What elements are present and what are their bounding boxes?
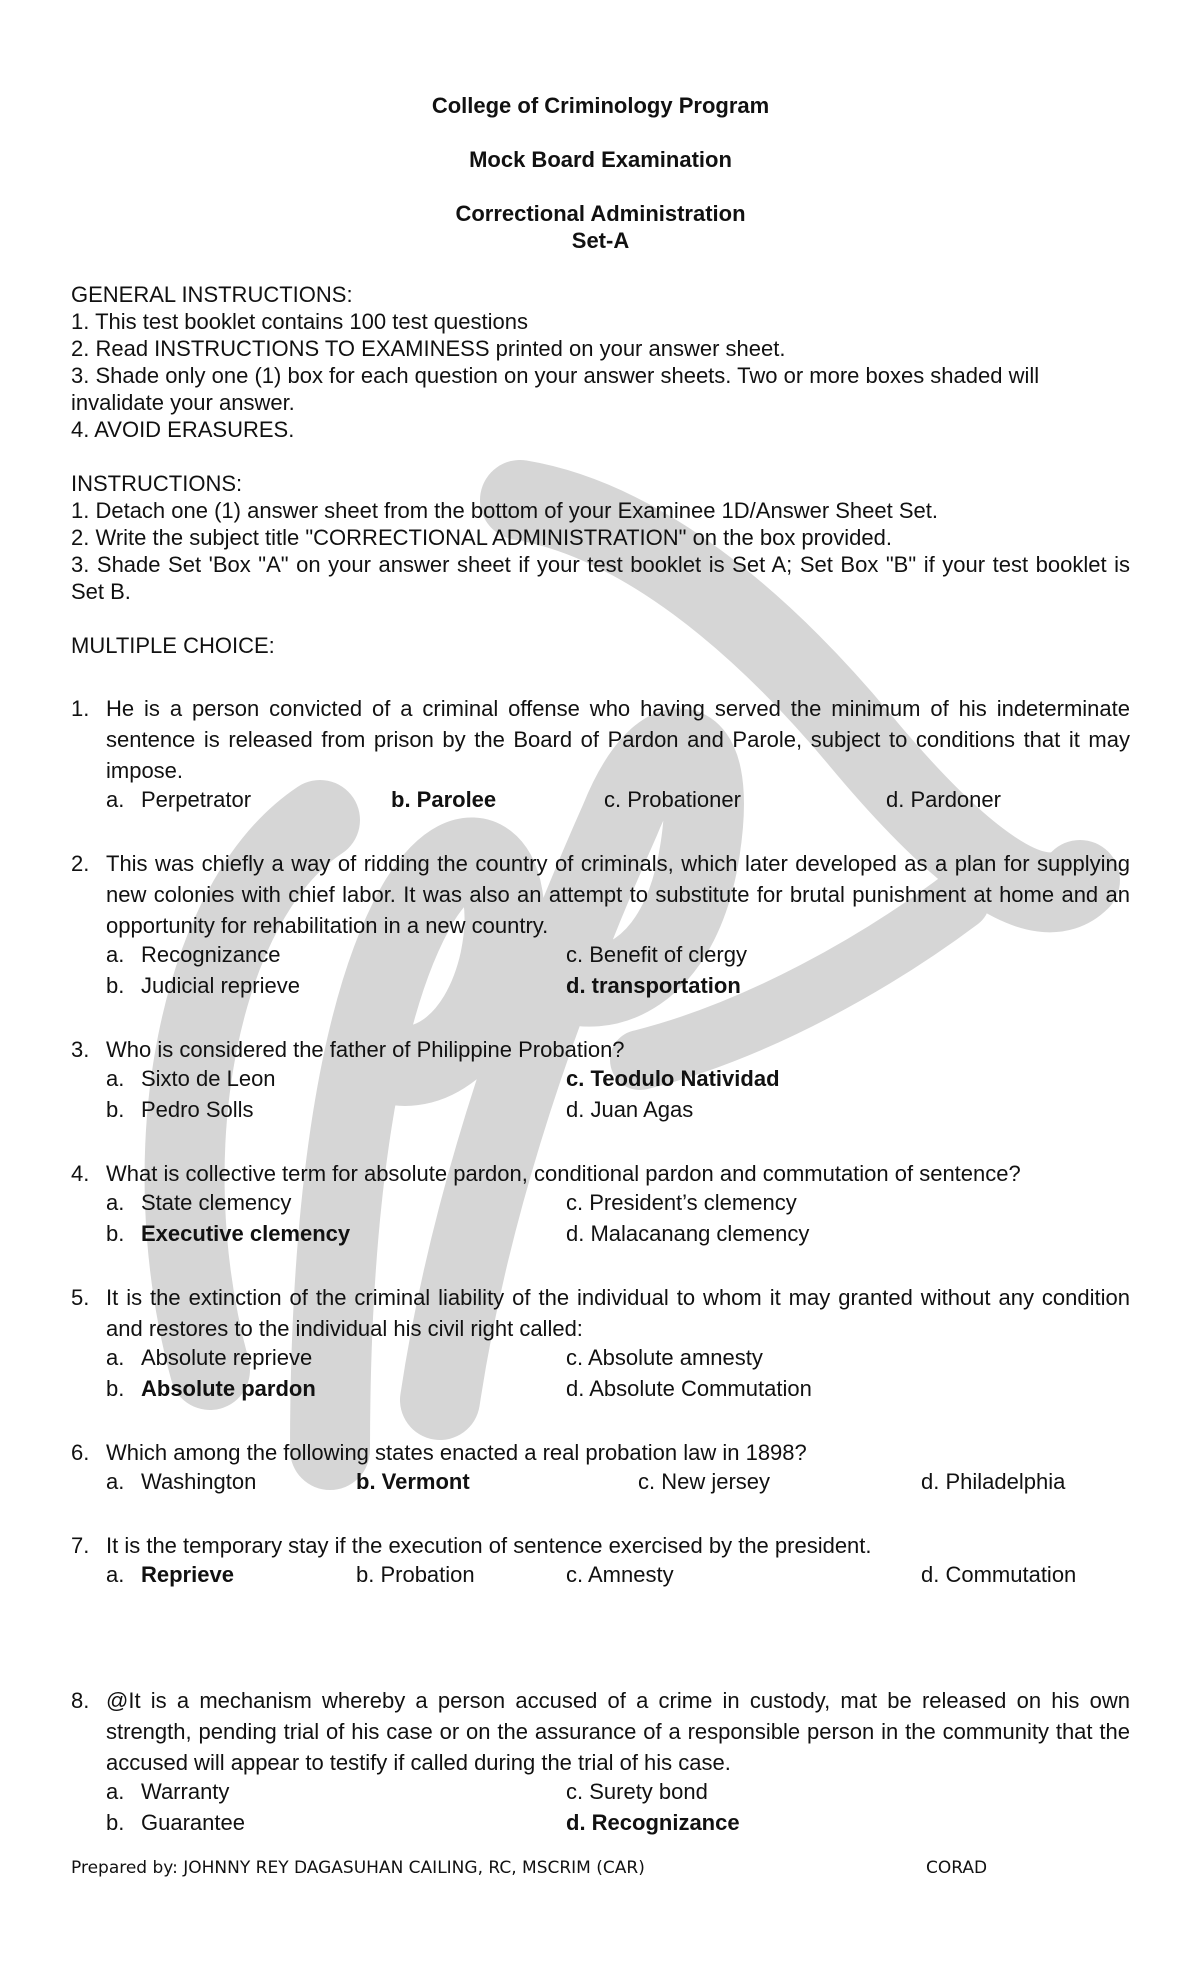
question-8 (71, 1685, 1130, 1840)
question-5 (71, 1282, 1130, 1406)
question-3 (71, 1034, 1130, 1127)
prepared-by: Prepared by: JOHNNY REY DAGASUHAN CAILING, RC, MSCRIM (CAR) (71, 1858, 645, 1878)
option-b: Pedro Solls (141, 1097, 254, 1122)
option-letter: a. (106, 1345, 125, 1370)
general-instructions (71, 281, 1130, 443)
general-instruction-item: 3. Shade only one (1) box for each question on your answer sheets. Two or more boxes shaded will invalidate your answer. (71, 363, 1040, 415)
option-letter: b. (106, 1097, 125, 1122)
option-a: Washington (141, 1469, 257, 1494)
general-instruction-item: 1. This test booklet contains 100 test questions (71, 309, 528, 334)
option-letter: a. (106, 1066, 125, 1091)
option-d: d. Absolute Commutation (566, 1376, 812, 1401)
question-text: This was chiefly a way of ridding the country of criminals, which later developed as a plan for supplying new colonies with chief labor. It was also an attempt to substitute for brutal punishment at home and an opportunity for rehabilitation in a new country. (106, 851, 1130, 938)
question-7 (71, 1530, 1130, 1592)
question-text: What is collective term for absolute pardon, conditional pardon and commutation of sentence? (106, 1161, 1021, 1186)
option-b-answer: Absolute pardon (141, 1376, 316, 1401)
option-a: Perpetrator (141, 787, 252, 812)
question-text: He is a person convicted of a criminal offense who having served the minimum of his indeterminate sentence is released from prison by the Board of Pardon and Parole, subject to conditions that it may impose. (106, 696, 1130, 783)
instruction-item: 2. Write the subject title "CORRECTIONAL ADMINISTRATION" on the box provided. (71, 525, 892, 550)
option-letter: a. (106, 1469, 125, 1494)
option-d: d. Malacanang clemency (566, 1221, 810, 1246)
question-1 (71, 693, 1130, 817)
question-text: @It is a mechanism whereby a person accused of a crime in custody, mat be released on his own strength, pending trial of his case or on the assurance of a responsible person in the community that the accused will appear to testify if called during the trial of his case. (106, 1688, 1130, 1775)
option-a-answer: Reprieve (141, 1562, 234, 1587)
option-letter: a. (106, 942, 125, 967)
option-a: Sixto de Leon (141, 1066, 276, 1091)
option-letter: a. (106, 1562, 125, 1587)
general-instruction-item: 2. Read INSTRUCTIONS TO EXAMINESS printed on your answer sheet. (71, 336, 786, 361)
option-letter: a. (106, 787, 125, 812)
instruction-item: 3. Shade Set 'Box "A" on your answer sheet if your test booklet is Set A; Set Box "B" if your test booklet is Set B. (71, 552, 1130, 604)
option-c: c. Benefit of clergy (566, 942, 747, 967)
option-letter: b. (106, 1810, 125, 1835)
option-letter: a. (106, 1190, 125, 1215)
option-a: Recognizance (141, 942, 281, 967)
option-c: c. Absolute amnesty (566, 1345, 763, 1370)
option-letter: b. (106, 1221, 125, 1246)
multiple-choice-title: MULTIPLE CHOICE: (71, 633, 275, 658)
subject-title: Correctional Administration (455, 201, 746, 226)
question-number: 4. (71, 1161, 90, 1186)
exam-title: Mock Board Examination (469, 147, 732, 172)
exam-page (71, 92, 1130, 1840)
question-number: 3. (71, 1037, 90, 1062)
option-b-answer: Executive clemency (141, 1221, 351, 1246)
instruction-item: 1. Detach one (1) answer sheet from the bottom of your Examinee 1D/Answer Sheet Set. (71, 498, 938, 523)
option-c: c. Surety bond (566, 1779, 708, 1804)
instructions (71, 470, 1130, 605)
option-d: d. Philadelphia (921, 1469, 1066, 1494)
option-a: Absolute reprieve (141, 1345, 313, 1370)
option-letter: b. (106, 1376, 125, 1401)
option-b-answer: b. Parolee (391, 787, 497, 812)
option-b: Guarantee (141, 1810, 245, 1835)
set-title: Set-A (571, 228, 630, 253)
question-text: Which among the following states enacted a real probation law in 1898? (106, 1440, 807, 1465)
option-c: c. President’s clemency (566, 1190, 797, 1215)
general-instruction-item: 4. AVOID ERASURES. (71, 417, 295, 442)
college-title: College of Criminology Program (431, 93, 770, 118)
question-number: 1. (71, 696, 90, 721)
question-number: 8. (71, 1688, 90, 1713)
question-2 (71, 848, 1130, 1003)
question-number: 5. (71, 1285, 90, 1310)
option-c: c. Probationer (604, 787, 741, 812)
option-a: State clemency (141, 1190, 292, 1215)
question-6 (71, 1437, 1130, 1499)
instructions-title: INSTRUCTIONS: (71, 471, 243, 496)
question-4 (71, 1158, 1130, 1251)
option-c-answer: c. Teodulo Natividad (566, 1066, 780, 1091)
question-number: 6. (71, 1440, 90, 1465)
option-c: c. New jersey (638, 1469, 771, 1494)
question-text: Who is considered the father of Philippine Probation? (106, 1037, 625, 1062)
question-number: 2. (71, 851, 90, 876)
option-d-answer: d. transportation (566, 973, 741, 998)
option-d: d. Juan Agas (566, 1097, 694, 1122)
general-instructions-title: GENERAL INSTRUCTIONS: (71, 282, 353, 307)
question-text: It is the temporary stay if the execution of sentence exercised by the president. (106, 1533, 872, 1558)
option-letter: b. (106, 973, 125, 998)
option-d-answer: d. Recognizance (566, 1810, 740, 1835)
option-b-answer: b. Vermont (356, 1469, 470, 1494)
option-b: b. Probation (356, 1562, 475, 1587)
question-text: It is the extinction of the criminal liability of the individual to whom it may granted without any condition and restores to the individual his civil right called: (106, 1285, 1130, 1341)
option-d: d. Commutation (921, 1562, 1077, 1587)
option-a: Warranty (141, 1779, 230, 1804)
option-b: Judicial reprieve (141, 973, 300, 998)
option-c: c. Amnesty (566, 1562, 674, 1587)
question-number: 7. (71, 1533, 90, 1558)
option-d: d. Pardoner (886, 787, 1001, 812)
option-letter: a. (106, 1779, 125, 1804)
page-footer (71, 1858, 1130, 1878)
subject-code: CORAD (926, 1858, 988, 1878)
